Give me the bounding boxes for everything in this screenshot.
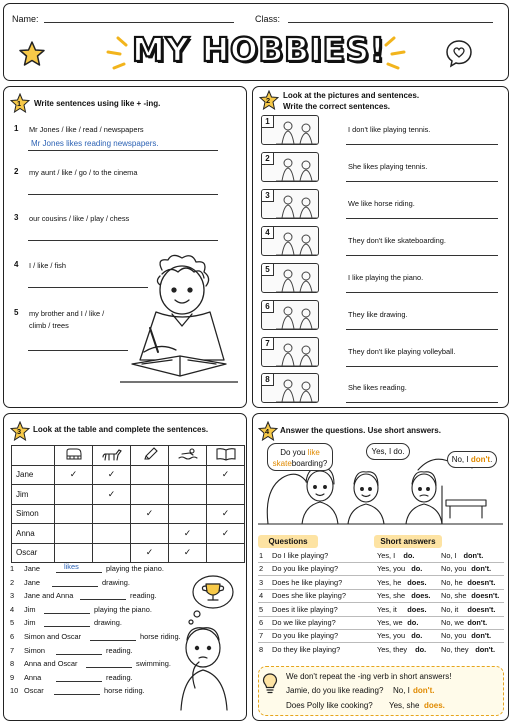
s3-sentence-num: 5 (10, 618, 15, 628)
name-line[interactable] (44, 22, 234, 23)
empty-cell (207, 485, 245, 505)
picture-box-2 (261, 152, 319, 182)
s2-sentence-8: She likes reading. (348, 383, 407, 392)
tip-line-1: We don't repeat the -ing verb in short answers! (286, 672, 452, 681)
s3-sentence-end: reading. (106, 672, 133, 682)
picture-box-1 (261, 115, 319, 145)
boy-writing-illustration (120, 252, 238, 400)
s2-sentence-1: I don't like playing tennis. (348, 125, 431, 134)
check-mark-cell: ✓ (169, 524, 207, 544)
section-2-instruction-2: Write the correct sentences. (283, 102, 391, 111)
s4-question: Do we like playing? (272, 618, 336, 627)
s1-item-2-prompt: my aunt / like / go / to the cinema (29, 168, 138, 177)
s4-yes-verb: does. (407, 577, 427, 587)
empty-cell (169, 465, 207, 485)
s1-item-2-line[interactable] (28, 194, 218, 195)
s3-answer-blank[interactable] (56, 681, 102, 682)
s4-row-num: 1 (259, 551, 264, 560)
bubble1-pre: Do you (280, 448, 306, 457)
s4-no-verb: don't. (467, 618, 488, 627)
s4-row-num: 3 (259, 577, 264, 587)
s4-row-num: 8 (259, 644, 264, 654)
check-mark-cell: ✓ (131, 543, 169, 563)
s3-sentence-subject: Jim (24, 618, 36, 628)
check-mark-cell: ✓ (207, 465, 245, 485)
s3-sentence-num: 3 (10, 591, 15, 601)
s2-answer-line-3[interactable] (346, 218, 498, 219)
speech-bubble-no (447, 451, 497, 468)
s4-row-divider (258, 589, 504, 590)
row-name: Simon (12, 504, 55, 524)
s3-sentence-end: reading. (130, 591, 157, 601)
s4-row-num: 6 (259, 618, 264, 627)
s3-answer-blank[interactable] (56, 572, 102, 573)
picture-number: 3 (262, 190, 274, 202)
picture-box-3 (261, 189, 319, 219)
picture-number: 7 (262, 338, 274, 350)
picture-box-5 (261, 263, 319, 293)
s4-no-pre: No, you (441, 564, 467, 574)
s3-sentence-subject: Anna and Oscar (24, 659, 78, 669)
check-mark-cell: ✓ (93, 485, 131, 505)
s4-row-divider (258, 616, 504, 617)
s1-item-3-num: 3 (14, 213, 19, 222)
horse-icon (93, 446, 131, 466)
s4-yes-pre: Yes, we (377, 618, 403, 627)
s4-no-pre: No, he (441, 577, 463, 587)
s2-sentence-4: They don't like skateboarding. (348, 236, 446, 245)
section-2-instruction-1: Look at the pictures and sentences. (283, 91, 420, 100)
section-4-instruction: Answer the questions. Use short answers. (280, 426, 441, 435)
bubble1-orange: skate (272, 459, 292, 468)
s4-row-divider (258, 629, 504, 630)
s2-answer-line-8[interactable] (346, 402, 498, 403)
check-mark-cell: ✓ (207, 504, 245, 524)
s4-yes-verb: do. (411, 564, 423, 574)
check-mark-cell: ✓ (55, 465, 93, 485)
s3-sentence-subject: Simon and Oscar (24, 632, 82, 641)
name-label: Name: (12, 14, 39, 24)
section-1-instruction: Write sentences using like + -ing. (34, 99, 161, 108)
empty-cell (207, 543, 245, 563)
page-title: MY HOBBIES! (132, 30, 386, 69)
s1-item-1-prompt: Mr Jones / like / read / newspapers (29, 125, 144, 134)
s3-sentence-subject: Jim (24, 604, 36, 614)
s3-sentence-num: 4 (10, 604, 15, 614)
s4-no-verb: doesn't. (471, 591, 500, 601)
s4-yes-verb: do. (411, 631, 423, 641)
s1-item-1-answer: Mr Jones likes reading newspapers. (31, 139, 159, 148)
s1-item-3-prompt: our cousins / like / play / chess (29, 214, 130, 223)
bubble1-rest: boarding? (291, 459, 328, 468)
s4-yes-verb: do. (407, 618, 419, 627)
speech-bubble-question (267, 443, 333, 471)
s2-answer-line-6[interactable] (346, 329, 498, 330)
empty-cell (169, 504, 207, 524)
s4-yes-pre: Yes, he (377, 577, 402, 587)
s2-sentence-5: I like playing the piano. (348, 273, 424, 282)
s4-yes-verb: do. (403, 551, 415, 560)
s3-sentence-num: 2 (10, 577, 15, 587)
tip-answer-2-b: does. (424, 701, 445, 710)
picture-number: 5 (262, 264, 274, 276)
picture-number: 6 (262, 301, 274, 313)
s4-question: Do I like playing? (272, 551, 329, 560)
row-name: Jim (12, 485, 55, 505)
section-3-instruction: Look at the table and complete the sentences. (33, 425, 209, 434)
s4-yes-pre: Yes, they (377, 644, 408, 654)
table-row (12, 524, 245, 544)
s4-yes-verb: does. (411, 591, 431, 601)
s1-item-5-num: 5 (14, 308, 19, 317)
s3-sentence-num: 7 (10, 645, 15, 655)
s4-yes-pre: Yes, it (377, 604, 397, 614)
s4-question: Does she like playing? (272, 591, 346, 601)
tip-question-1: Jamie, do you like reading? (286, 686, 384, 695)
s4-yes-pre: Yes, I (377, 551, 396, 560)
picture-box-6 (261, 300, 319, 330)
bubble1-like: like (307, 448, 320, 457)
s2-sentence-6: They like drawing. (348, 310, 408, 319)
questions-header: Questions (258, 535, 318, 548)
section-2-number: 2 (266, 96, 271, 105)
empty-cell (131, 524, 169, 544)
s3-answer-blank[interactable] (90, 640, 136, 641)
empty-cell (55, 543, 93, 563)
class-label: Class: (255, 14, 281, 24)
s3-sentence-subject: Jane (24, 564, 41, 573)
empty-cell (93, 543, 131, 563)
s4-row-num: 7 (259, 631, 264, 641)
s4-yes-pre: Yes, she (377, 591, 406, 601)
s4-row-num: 4 (259, 591, 264, 601)
bubble2-text: Yes, I do. (371, 447, 405, 456)
section-3-number: 3 (17, 427, 22, 436)
lightbulb-icon (262, 672, 278, 694)
s1-item-5-line[interactable] (28, 350, 128, 351)
s4-yes-pre: Yes, you (377, 564, 406, 574)
answers-header: Short answers (374, 535, 442, 548)
picture-number: 2 (262, 153, 274, 165)
tip-answer-2-pre: Yes, she (389, 701, 420, 710)
s4-question: Do you like playing? (272, 564, 339, 574)
s1-item-4-num: 4 (14, 260, 19, 269)
s4-question: Do you like playing? (272, 631, 339, 641)
tip-answer-1-neg: don't. (413, 686, 435, 695)
s4-yes-verb: do. (415, 644, 427, 654)
s1-item-5-prompt-2: climb / trees (29, 321, 69, 330)
check-mark-cell: ✓ (169, 543, 207, 563)
s2-sentence-3: We like horse riding. (348, 199, 415, 208)
s2-sentence-2: She likes playing tennis. (348, 162, 428, 171)
s1-item-1-num: 1 (14, 124, 19, 133)
speech-bubble-yes (366, 443, 410, 460)
empty-cell (93, 524, 131, 544)
picture-number: 1 (262, 116, 274, 128)
s4-no-pre: No, you (441, 631, 467, 641)
s4-question: Does he like playing? (272, 577, 343, 587)
bubble3-post: . (490, 455, 493, 464)
tip-question-2: Does Polly like cooking? (286, 701, 373, 710)
table-row (12, 465, 245, 485)
s1-item-3-line[interactable] (28, 240, 218, 241)
s4-row-divider (258, 642, 504, 643)
book-icon (207, 446, 245, 466)
heart-speech-icon (444, 38, 474, 68)
s3-answer-blank[interactable] (52, 586, 98, 587)
s2-answer-line-4[interactable] (346, 255, 498, 256)
s4-no-pre: No, I (441, 551, 457, 560)
s3-sentence-end: playing the piano. (94, 604, 152, 614)
s3-sentence-num: 10 (10, 686, 19, 696)
table-row (12, 504, 245, 524)
table-header-row (12, 446, 245, 466)
s4-question: Do they like playing? (272, 644, 341, 654)
s3-answer-blank[interactable] (44, 613, 90, 614)
s3-answer-text: likes (64, 562, 79, 571)
s2-answer-line-5[interactable] (346, 292, 498, 293)
s2-sentence-7: They don't like playing volleyball. (348, 347, 456, 356)
empty-cell (131, 485, 169, 505)
check-mark-cell: ✓ (207, 524, 245, 544)
s4-row-num: 2 (259, 564, 264, 574)
s4-row-num: 5 (259, 604, 264, 614)
s3-sentence-num: 1 (10, 564, 15, 573)
s1-item-4-prompt: I / like / fish (29, 261, 66, 270)
star-icon (17, 40, 47, 68)
s4-no-verb: doesn't. (467, 577, 496, 587)
s4-no-verb: don't. (471, 564, 492, 574)
s4-yes-pre: Yes, you (377, 631, 406, 641)
s4-no-verb: doesn't. (467, 604, 496, 614)
s2-answer-line-1[interactable] (346, 144, 498, 145)
row-name: Oscar (12, 543, 55, 563)
hobby-table (11, 445, 245, 563)
s1-item-2-num: 2 (14, 167, 19, 176)
s4-no-pre: No, it (441, 604, 459, 614)
check-mark-cell: ✓ (93, 465, 131, 485)
s3-answer-blank[interactable] (54, 694, 100, 695)
s4-no-pre: No, we (441, 618, 465, 627)
empty-cell (131, 465, 169, 485)
section-4-number: 4 (265, 427, 270, 436)
table-row (12, 543, 245, 563)
s3-sentence-subject: Jane and Anna (24, 591, 74, 601)
s3-sentence-end: reading. (106, 645, 133, 655)
row-name: Jane (12, 465, 55, 485)
s1-item-1-line[interactable] (28, 150, 218, 151)
section-1-number: 1 (17, 99, 22, 108)
bubble3-pre: No, I (451, 455, 469, 464)
s3-sentence-subject: Jane (24, 577, 41, 587)
check-mark-cell: ✓ (131, 504, 169, 524)
empty-cell (169, 485, 207, 505)
s3-answer-blank[interactable] (80, 599, 126, 600)
s3-sentence-num: 8 (10, 659, 15, 669)
s4-no-verb: don't. (471, 631, 492, 641)
picture-number: 4 (262, 227, 274, 239)
s4-no-verb: don't. (463, 551, 484, 560)
s3-answer-blank[interactable] (86, 667, 132, 668)
empty-cell (55, 524, 93, 544)
empty-cell (93, 504, 131, 524)
s3-sentence-subject: Simon (24, 645, 45, 655)
s4-row-divider (258, 575, 504, 576)
pencil-icon (131, 446, 169, 466)
table-corner-cell (12, 446, 55, 466)
picture-box-8 (261, 373, 319, 403)
picture-box-4 (261, 226, 319, 256)
s3-sentence-subject: Oscar (24, 686, 44, 696)
s2-answer-line-7[interactable] (346, 366, 498, 367)
s3-answer-blank[interactable] (56, 654, 102, 655)
s4-row-divider (258, 562, 504, 563)
thinking-boy-illustration (175, 570, 245, 715)
s3-sentence-end: horse riding. (140, 632, 181, 641)
s3-sentence-num: 9 (10, 672, 15, 682)
empty-cell (55, 504, 93, 524)
s4-question: Does it like playing? (272, 604, 338, 614)
s3-sentence-end: horse riding. (104, 686, 145, 696)
s1-item-5-prompt-1: my brother and I / like / (29, 309, 105, 318)
s4-row-divider (258, 602, 504, 603)
picture-box-7 (261, 337, 319, 367)
s3-sentence-end: drawing. (102, 577, 130, 587)
swimming-icon (169, 446, 207, 466)
bubble3-neg: don't (470, 455, 491, 464)
empty-cell (55, 485, 93, 505)
s4-no-verb: don't. (475, 644, 496, 654)
s3-answer-blank[interactable] (44, 626, 90, 627)
s4-yes-verb: does. (407, 604, 427, 614)
s4-no-pre: No, she (441, 591, 467, 601)
s3-sentence-end: playing the piano. (106, 564, 164, 573)
tip-answer-1-pre: No, I (393, 686, 410, 695)
s3-sentence-num: 6 (10, 632, 15, 641)
row-name: Anna (12, 524, 55, 544)
s4-no-pre: No, they (441, 644, 469, 654)
s3-sentence-end: swimming. (136, 659, 171, 669)
picture-number: 8 (262, 374, 274, 386)
s3-sentence-end: drawing. (94, 618, 122, 628)
s3-sentence-subject: Anna (24, 672, 42, 682)
table-row (12, 485, 245, 505)
class-line[interactable] (288, 22, 493, 23)
s2-answer-line-2[interactable] (346, 181, 498, 182)
piano-icon (55, 446, 93, 466)
